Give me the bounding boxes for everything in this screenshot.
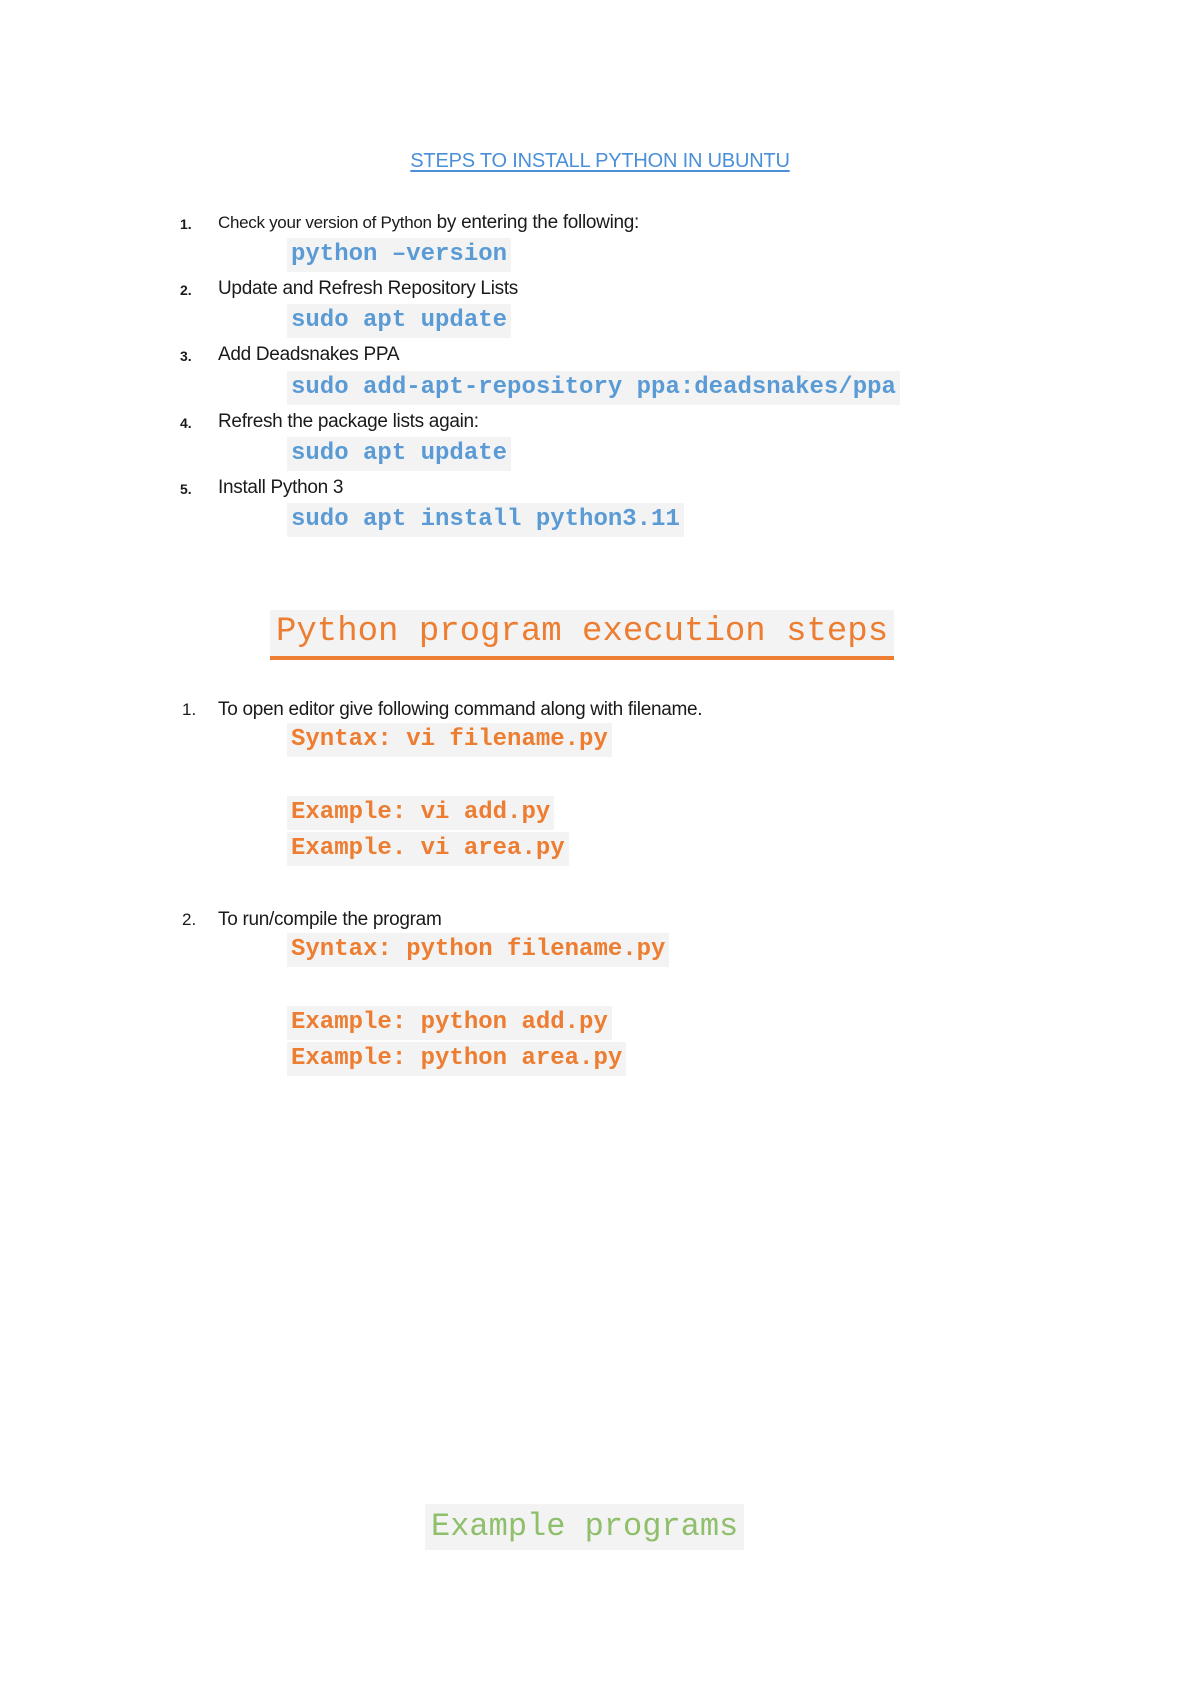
install-step-1-text-b: by entering the following: (431, 212, 640, 233)
execution-step-1-syntax: Syntax: vi filename.py (287, 723, 612, 757)
install-step-1-command: python –version (287, 238, 511, 272)
install-step-3-command: sudo add-apt-repository ppa:deadsnakes/ppa (287, 371, 900, 405)
execution-step-2-number: 2. (182, 910, 197, 929)
execution-step-1-text: To open editor give following command along with filename. (218, 699, 703, 720)
install-step-5-number: 5. (180, 481, 192, 497)
execution-step-2-example-2: Example: python area.py (287, 1042, 626, 1076)
install-step-3-number: 3. (180, 348, 192, 364)
install-step-4-command: sudo apt update (287, 437, 511, 471)
execution-section-title: Python program execution steps (270, 610, 894, 660)
execution-step-2-syntax: Syntax: python filename.py (287, 933, 669, 967)
install-step-5-command: sudo apt install python3.11 (287, 503, 684, 537)
install-step-4-number: 4. (180, 415, 192, 431)
examples-section-title: Example programs (425, 1504, 744, 1550)
execution-step-1-number: 1. (182, 700, 197, 719)
install-step-3-text: Add Deadsnakes PPA (218, 344, 400, 365)
install-section-title: STEPS TO INSTALL PYTHON IN UBUNTU (410, 150, 790, 172)
execution-step-2-example-1: Example: python add.py (287, 1006, 612, 1040)
install-step-5-text: Install Python 3 (218, 477, 344, 498)
install-step-4-text: Refresh the package lists again: (218, 411, 479, 432)
install-step-2-number: 2. (180, 282, 192, 298)
install-step-2-command: sudo apt update (287, 304, 511, 338)
execution-step-2-text: To run/compile the program (218, 909, 442, 930)
install-step-1-text-a: Check your version of Python (218, 213, 432, 232)
install-step-1-number: 1. (180, 216, 192, 232)
execution-step-1-example-2: Example. vi area.py (287, 832, 569, 866)
execution-step-1-example-1: Example: vi add.py (287, 796, 554, 830)
install-step-1-text (218, 212, 639, 234)
install-step-2-text: Update and Refresh Repository Lists (218, 278, 518, 299)
